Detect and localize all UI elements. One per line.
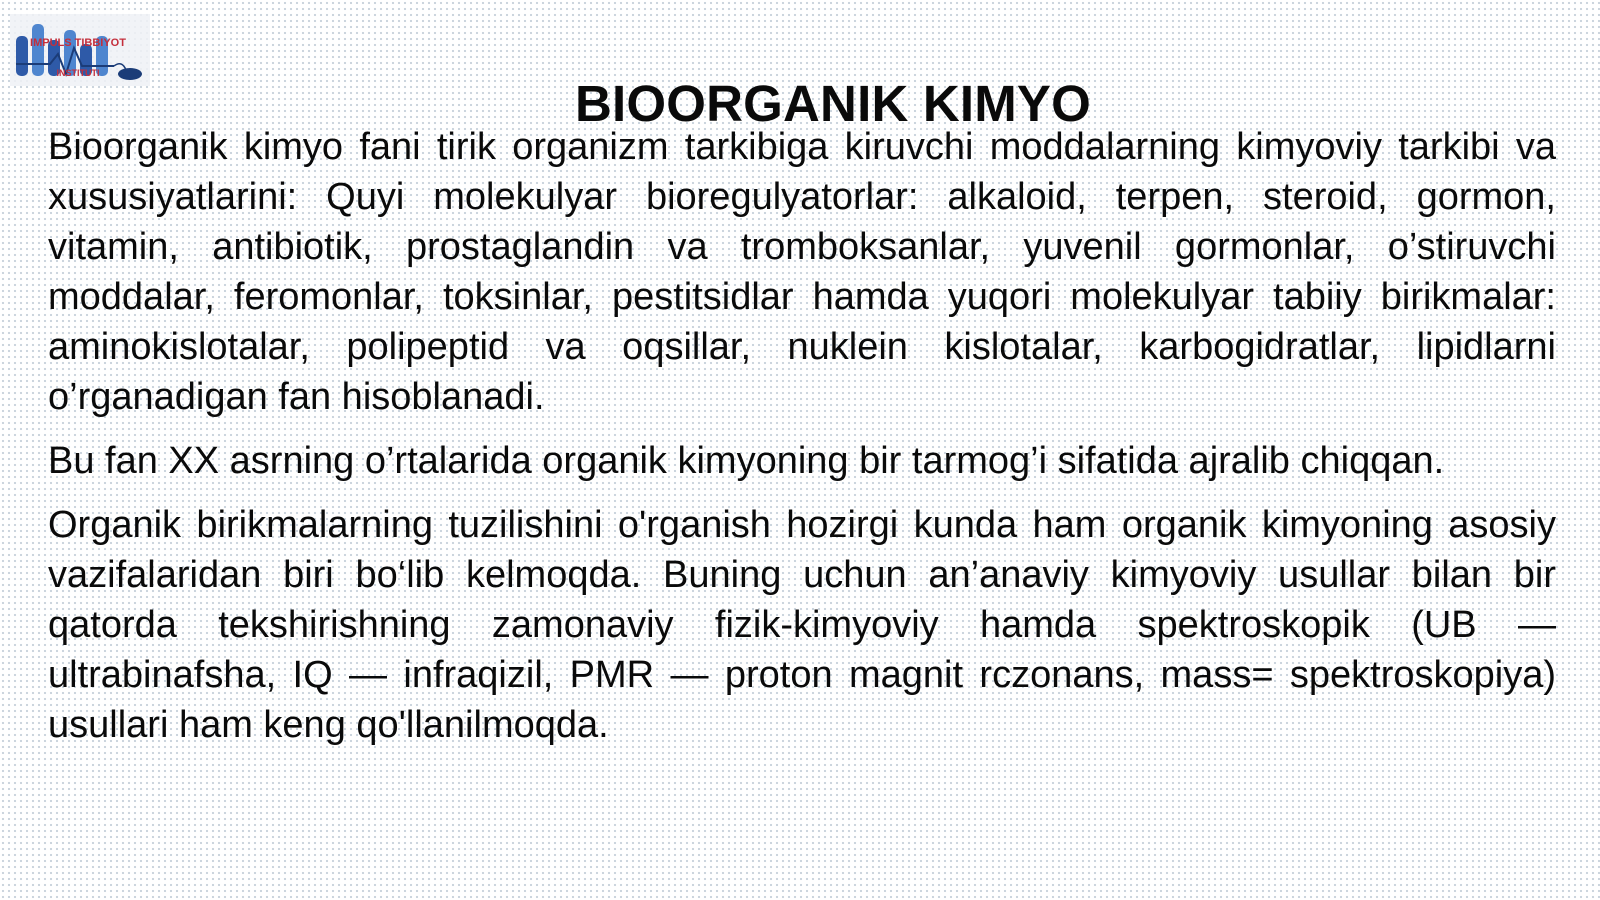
paragraph-intro: Bioorganik kimyo fani tirik organizm tarkibiga kiruvchi moddalarning kimyoviy tarkibi va xususiyatlarini: Quyi molekulyar bioregulyatorlar: alkaloid, terpen, steroid, gormon, vitamin, antibiotik, prostaglandin va tromboksanlar, yuvenil gormonlar, o’stiruvchi moddalar, feromonlar, toksinlar, pestitsidlar hamda yuqori molekulyar tabiiy birikmalar: aminokislotalar, polipeptid va oqsillar, nuklein kislotalar, karbogidratlar, lipidlarni o’rganadigan fan hisoblanadi. [48,126,1556,418]
slide-title: BIOORGANIK KIMYO [574,75,1092,133]
logo-text-line2: INSTITUTI [56,68,100,78]
slide-body [48,122,1556,764]
paragraph-history: Bu fan XX asrning o’rtalarida organik kimyoning bir tarmog’i sifatida ajralib chiqqan. [48,440,1445,482]
paragraph-methods: Organik birikmalarning tuzilishini o'rganish hozirgi kunda ham organik kimyoning asosiy vazifalaridan biri bo‘lib kelmoqda. Buning uchun an’anaviy kimyoviy usullar bilan bir qatorda tekshirishning zamonaviy fizik-kimyoviy hamda spektroskopik (UB — ultrabinafsha, IQ — infraqizil, PMR — proton magnit rczonans, mass= spektroskopiya) usullari ham keng qo'llanilmoqda. [48,504,1556,746]
logo-text-line1: IMPULS TIBBIYOT [30,37,126,49]
